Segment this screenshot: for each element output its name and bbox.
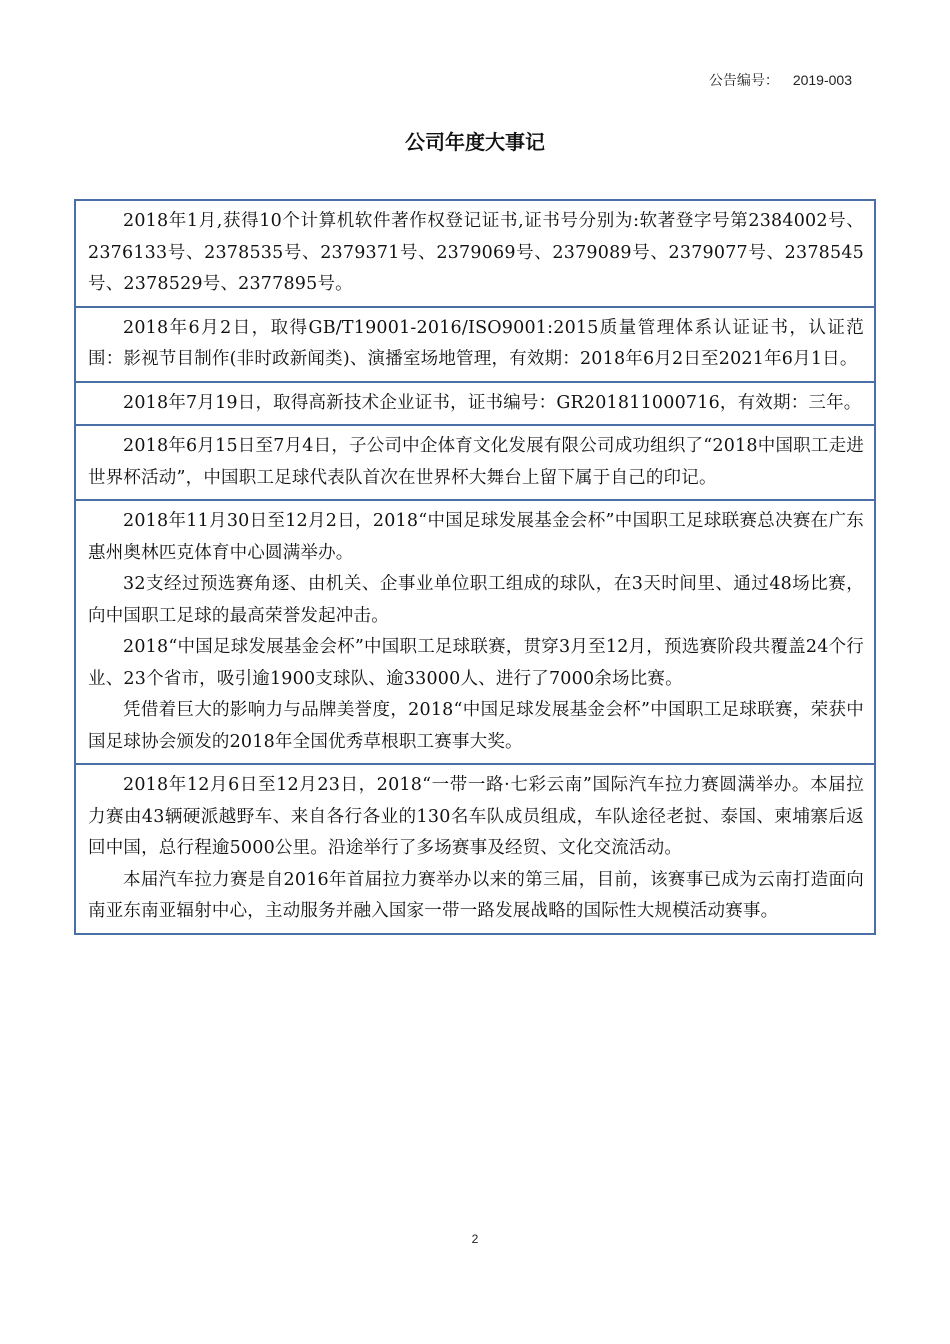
events-table bbox=[74, 199, 876, 935]
event-paragraph: 2018年1月,获得10个计算机软件著作权登记证书,证书号分别为:软著登字号第2384002号、2376133号、2378535号、2379371号、2379069号、2379089号、2379077号、2378545号、2378529号、2377895号。 bbox=[88, 211, 864, 294]
event-row bbox=[75, 425, 875, 500]
announcement-label: 公告编号： bbox=[708, 72, 779, 88]
event-row bbox=[75, 307, 875, 382]
event-paragraph: 32支经过预选赛角逐、由机关、企事业单位职工组成的球队，在3天时间里、通过48场比赛，向中国职工足球的最高荣誉发起冲击。 bbox=[88, 574, 864, 626]
event-paragraph: 2018年11月30日至12月2日，2018“中国足球发展基金会杯”中国职工足球联赛总决赛在广东惠州奥林匹克体育中心圆满举办。 bbox=[88, 511, 864, 563]
announcement-header bbox=[709, 70, 852, 90]
event-cell bbox=[75, 500, 875, 764]
event-row bbox=[75, 500, 875, 764]
event-cell bbox=[75, 307, 875, 382]
event-cell bbox=[75, 382, 875, 426]
event-cell bbox=[75, 425, 875, 500]
announcement-number: 2019-003 bbox=[792, 72, 852, 88]
event-paragraph: 2018年6月15日至7月4日，子公司中企体育文化发展有限公司成功组织了“2018中国职工走进世界杯活动”，中国职工足球代表队首次在世界杯大舞台上留下属于自己的印记。 bbox=[88, 436, 864, 488]
event-row bbox=[75, 200, 875, 307]
event-paragraph: 本届汽车拉力赛是自2016年首届拉力赛举办以来的第三届，目前，该赛事已成为云南打造面向南亚东南亚辐射中心，主动服务并融入国家一带一路发展战略的国际性大规模活动赛事。 bbox=[88, 869, 864, 921]
event-paragraph: 2018年12月6日至12月23日，2018“一带一路·七彩云南”国际汽车拉力赛圆满举办。本届拉力赛由43辆硬派越野车、来自各行各业的130名车队成员组成，车队途径老挝、泰国、柬埔寨后返回中国，总行程逾5000公里。沿途举行了多场赛事及经贸、文化交流活动。 bbox=[88, 775, 864, 858]
event-paragraph: 2018年6月2日，取得GB/T19001-2016/ISO9001:2015质量管理体系认证证书，认证范围：影视节目制作(非时政新闻类)、演播室场地管理，有效期：2018年6月2日至2021年6月1日。 bbox=[88, 317, 864, 369]
event-row bbox=[75, 764, 875, 934]
event-row bbox=[75, 382, 875, 426]
event-cell bbox=[75, 200, 875, 307]
event-paragraph: 2018年7月19日，取得高新技术企业证书，证书编号：GR201811000716，有效期：三年。 bbox=[123, 392, 862, 413]
event-paragraph: 2018“中国足球发展基金会杯”中国职工足球联赛，贯穿3月至12月，预选赛阶段共覆盖24个行业、23个省市，吸引逾1900支球队、逾33000人、进行了7000余场比赛。 bbox=[88, 637, 864, 689]
event-cell bbox=[75, 764, 875, 934]
event-paragraph: 凭借着巨大的影响力与品牌美誉度，2018“中国足球发展基金会杯”中国职工足球联赛，荣获中国足球协会颁发的2018年全国优秀草根职工赛事大奖。 bbox=[88, 700, 864, 752]
page-number: 2 bbox=[471, 1232, 479, 1246]
page-title: 公司年度大事记 bbox=[405, 130, 545, 154]
